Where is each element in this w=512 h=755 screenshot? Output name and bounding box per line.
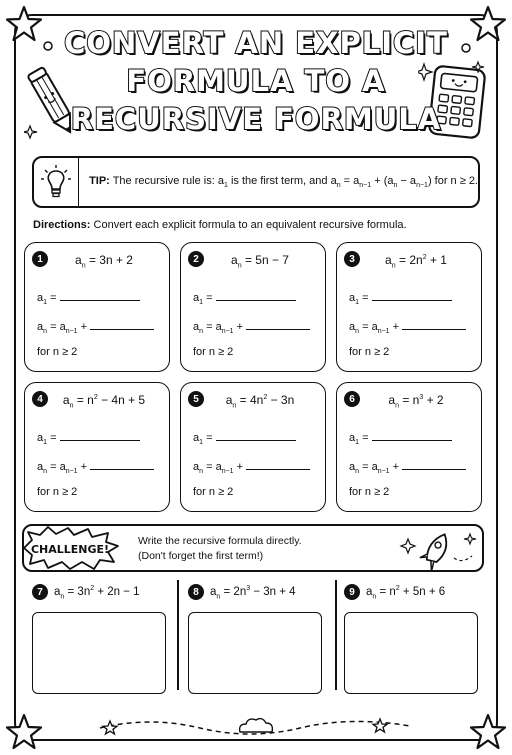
star-icon-bottom-right (468, 712, 508, 752)
circle-doodle (460, 42, 472, 54)
recursive-rule-row: $a_n = a_{n-1}$ + (193, 460, 310, 475)
first-term-blank[interactable] (60, 291, 140, 301)
explicit-formula: $a_n = 3n + 2$ (75, 253, 133, 270)
directions-text: Convert each explicit formula to an equivalent recursive formula. (93, 219, 407, 231)
problem-number-badge: 5 (188, 391, 204, 407)
star-icon-bottom-left (4, 712, 44, 752)
problem-number-badge: 9 (344, 584, 360, 600)
bottom-decoration (90, 712, 430, 742)
title-line-2: FORMULA TO A (126, 64, 386, 98)
explicit-formula: $a_n = 4n^2 - 3n$ (225, 393, 295, 410)
title-line-1: CONVERT AN EXPLICIT (64, 26, 448, 60)
problem-card (24, 242, 170, 372)
domain-row: for n ≥ 2 (193, 346, 234, 358)
challenge-instructions (138, 534, 302, 564)
problem-card (24, 382, 170, 512)
circle-doodle (42, 40, 54, 52)
tip-text-part: + (a (374, 174, 394, 187)
domain-row: for n ≥ 2 (349, 486, 390, 498)
challenge-formula: 7 $a_n = 3n^2 + 2n - 1$ (32, 584, 140, 600)
first-term-row: $a_1$ = (37, 291, 140, 306)
recursive-rule-row: $a_n = a_{n-1}$ + (37, 460, 154, 475)
recursive-rule-row: $a_n = a_{n-1}$ + (37, 320, 154, 335)
difference-blank[interactable] (90, 320, 154, 330)
difference-blank[interactable] (90, 460, 154, 470)
explicit-formula: $a_n = n^2 - 4n + 5$ (62, 393, 146, 410)
domain-row: for n ≥ 2 (37, 346, 78, 358)
recursive-rule-row: $a_n = a_{n-1}$ + (349, 460, 466, 475)
tip-text-part: = a (343, 174, 360, 187)
problem-number-badge: 7 (32, 584, 48, 600)
tip-text-part: is the first term, and a (230, 174, 337, 187)
first-term-row: $a_1$ = (349, 291, 452, 306)
first-term-blank[interactable] (216, 291, 296, 301)
tip-text-part: ) for n ≥ 2. (427, 174, 478, 187)
tip-text-part: The recursive rule is: a (112, 174, 224, 187)
rocket-icon (396, 530, 480, 570)
problem-number-badge: 4 (32, 391, 48, 407)
star-icon-top-right (468, 4, 508, 44)
directions (33, 219, 407, 231)
problem-number-badge: 6 (344, 391, 360, 407)
problem-number-badge: 1 (32, 251, 48, 267)
column-divider (177, 580, 179, 690)
domain-row: for n ≥ 2 (349, 346, 390, 358)
challenge-badge-text: CHALLENGE! (30, 543, 110, 556)
first-term-row: $a_1$ = (349, 431, 452, 446)
answer-box[interactable] (32, 612, 166, 694)
tip-text: TIP: The recursive rule is: $a_1$ is the first term, and $a_n = a_{n-1} + (a_n - a_{n-1})$ for n ≥ 2. (89, 174, 478, 190)
explicit-formula: $a_n = 5n - 7$ (231, 253, 289, 270)
challenge-line-1: Write the recursive formula directly. (138, 535, 302, 547)
first-term-blank[interactable] (372, 291, 452, 301)
difference-blank[interactable] (246, 320, 310, 330)
first-term-row: $a_1$ = (37, 431, 140, 446)
explicit-formula: $a_n = 2n^2 + 1$ (385, 253, 447, 270)
first-term-blank[interactable] (60, 431, 140, 441)
recursive-rule-row: $a_n = a_{n-1}$ + (193, 320, 310, 335)
domain-row: for n ≥ 2 (193, 486, 234, 498)
tip-box (32, 156, 480, 208)
title-line-3: RECURSIVE FORMULA (70, 102, 442, 136)
first-term-row: $a_1$ = (193, 431, 296, 446)
answer-box[interactable] (344, 612, 478, 694)
first-term-row: $a_1$ = (193, 291, 296, 306)
page-title (60, 24, 452, 138)
directions-label: Directions: (33, 219, 91, 231)
challenge-burst-badge (18, 524, 122, 572)
challenge-formula: 8 $a_n = 2n^3 - 3n + 4$ (188, 584, 296, 600)
problem-card (180, 242, 326, 372)
difference-blank[interactable] (402, 320, 466, 330)
explicit-formula: $a_n = n^3 + 2$ (388, 393, 444, 410)
tip-label: TIP: (89, 174, 110, 187)
problem-number-badge: 2 (188, 251, 204, 267)
difference-blank[interactable] (402, 460, 466, 470)
problem-card (336, 382, 482, 512)
first-term-blank[interactable] (216, 431, 296, 441)
problem-number-badge: 3 (344, 251, 360, 267)
recursive-rule-row: $a_n = a_{n-1}$ + (349, 320, 466, 335)
problem-number-badge: 8 (188, 584, 204, 600)
tip-text-part: − a (400, 174, 417, 187)
column-divider (335, 580, 337, 690)
answer-box[interactable] (188, 612, 322, 694)
challenge-formula: 9 $a_n = n^2 + 5n + 6$ (344, 584, 445, 600)
domain-row: for n ≥ 2 (37, 486, 78, 498)
first-term-blank[interactable] (372, 431, 452, 441)
lightbulb-icon (41, 165, 71, 199)
lightbulb-icon-cell (34, 158, 79, 206)
star-icon-top-left (4, 4, 44, 44)
problem-card (180, 382, 326, 512)
problem-card (336, 242, 482, 372)
difference-blank[interactable] (246, 460, 310, 470)
challenge-line-2: (Don't forget the first term!) (138, 550, 264, 562)
